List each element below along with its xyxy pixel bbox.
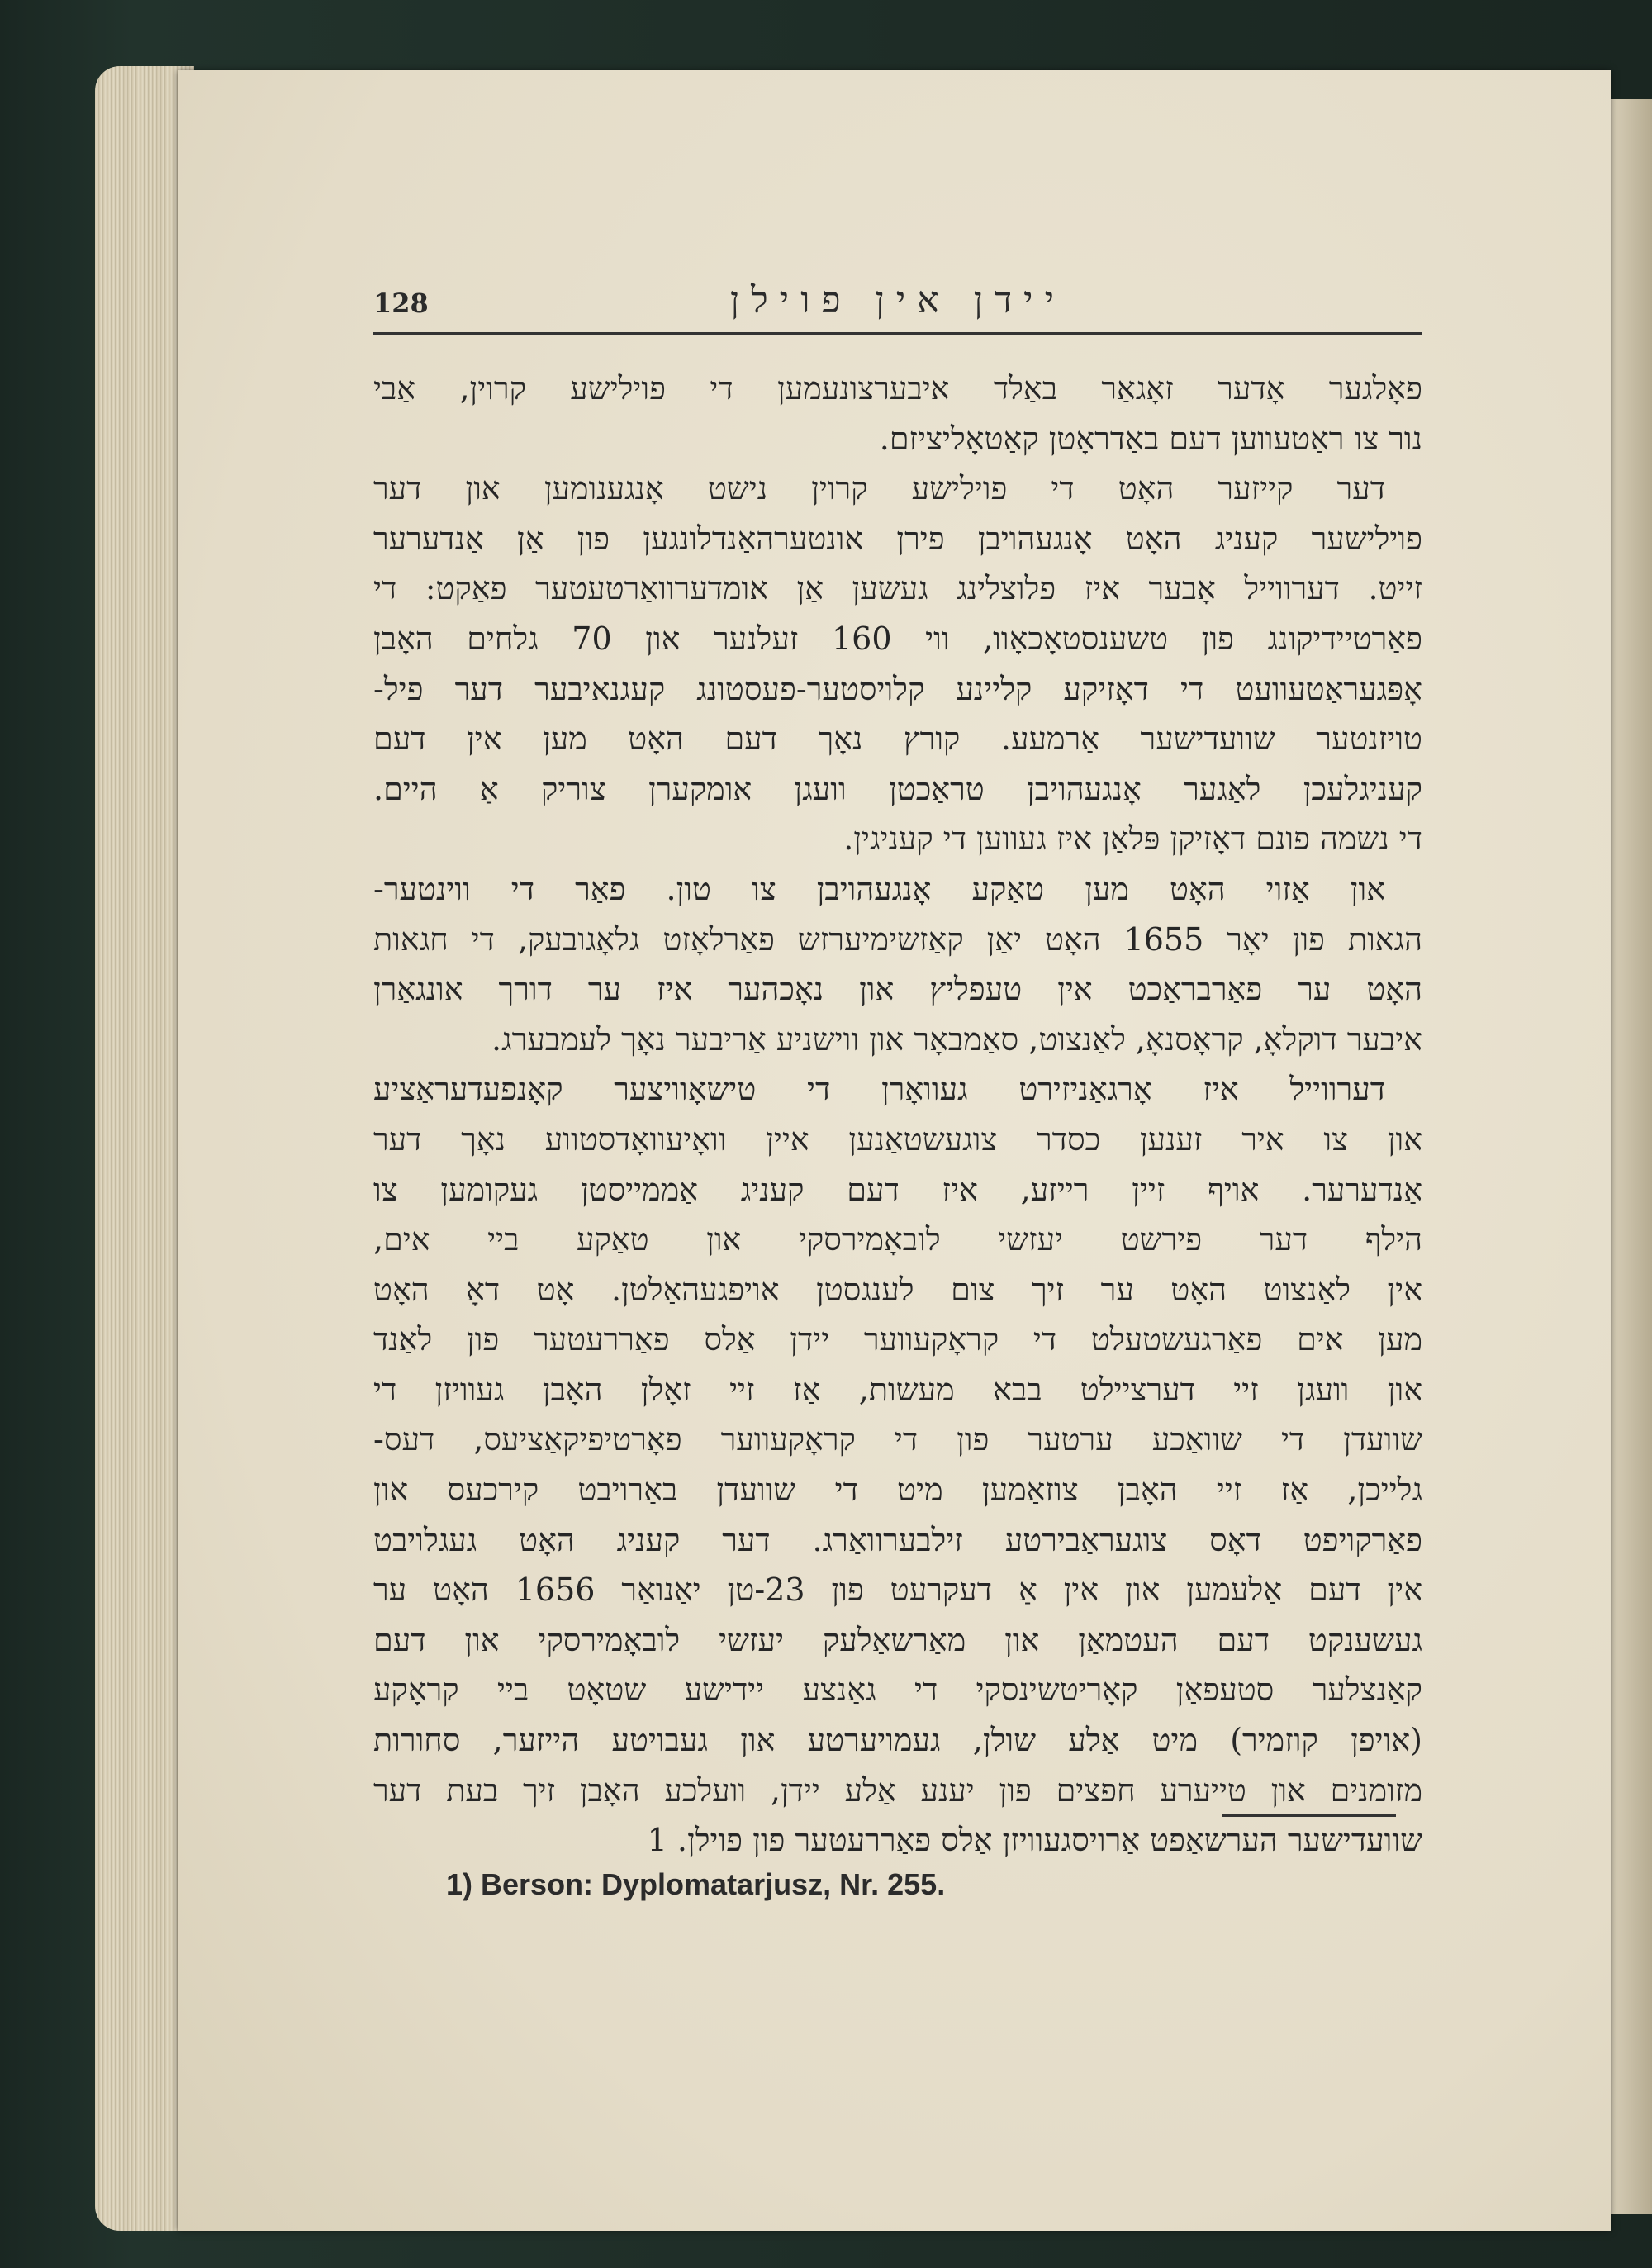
- text-line: און וועגן זיי דערציילט בבא מעשות, אַז זיי זאָלן האָבן געוויזן די: [373, 1371, 1422, 1408]
- text-line: הילף דער פירשט יעזשי לובאָמירסקי און טאַקע ביי אים,: [373, 1221, 1422, 1258]
- text-line: אין לאַנצוט האָט ער זיך צום לענגסטן אויפגעהאַלטן. אָט דאָ האָט: [373, 1271, 1422, 1308]
- text-line: קאַנצלער סטעפאַן קאָריטשינסקי די גאַנצע יידישע שטאָט ביי קראָקע: [373, 1671, 1422, 1709]
- text-line: דער קייזער האָט די פוילישע קרוין נישט אָנגענומען און דער: [373, 470, 1385, 507]
- text-line: און אַזוי האָט מען טאַקע אָנגעהויבן צו טון. פאַר די ווינטער-: [373, 870, 1385, 907]
- text-line: איבער דוקלאָ, קראָסנאָ, לאַנצוט, סאַמבאָר און ווישניע אַריבער נאָך לעמבערג.: [491, 1020, 1422, 1058]
- text-line: זייט. דערווייל אָבער איז פלוצלינג געשען אַן אומדערוואַרטעטער פאַקט: די: [373, 570, 1422, 607]
- page-number: 128: [373, 288, 429, 319]
- page-header: [373, 273, 1422, 330]
- text-line: אָפּגעראַטעוועט די דאָזיקע קליינע קלויסטער-פעסטונג קעגנאיבער דער פיל-: [373, 670, 1422, 707]
- text-line: שוועדישער הערשאַפט אַרויסגעוויזן אַלס פאַררעטער פון פוילן. 1: [647, 1822, 1422, 1859]
- footnote: 1) Berson: Dyplomatarjusz, Nr. 255.: [446, 1867, 946, 1901]
- text-line: טויזנטער שוועדישער אַרמעע. קורץ נאָך דעם האָט מען אין דעם: [373, 720, 1422, 758]
- header-rule: [373, 332, 1422, 335]
- facing-page-edge: [1611, 99, 1652, 2214]
- text-line: מען אים פאַרגעשטעלט די קראָקעווער יידן אַלס פאַררעטער פון לאַנד: [373, 1321, 1422, 1358]
- text-line: אַנדערער. אויף זיין רייזע, איז דעם קעניג אַממייסטן געקומען צו: [373, 1171, 1422, 1208]
- text-line: נור צו ראַטעווען דעם באַדראָטן קאַטאָליציזם.: [879, 420, 1422, 457]
- running-title: יידן אין פוילן: [729, 279, 1066, 321]
- text-line: פאַרטיידיקונג פון טשענסטאָכאָוו, ווי 160 זעלנער און 70 גלחים האָבן: [373, 620, 1422, 657]
- text-line: שוועדן די שוואַכע ערטער פון די קראָקעווער פאָרטיפיקאַציעס, דעס-: [373, 1421, 1422, 1458]
- text-line: פוילישער קעניג האָט אָנגעהויבן פירן אונטערהאַנדלונגען פון אַן אַנדערער: [373, 520, 1422, 557]
- text-line: אין דעם אַלעמען און אין אַ דעקרעט פון 23-טן יאַנואַר 1656 האָט ער: [373, 1571, 1422, 1609]
- text-line: געשענקט דעם העטמאַן און מאַרשאַלעק יעזשי לובאָמירסקי און דעם: [373, 1621, 1422, 1658]
- text-line: גלייכן, אַז זיי האָבן צוזאַמען מיט די שוועדן באַרויבט קירכעס און: [373, 1472, 1422, 1509]
- text-line: קעניגלעכן לאַגער אָנגעהויבן טראַכטן וועגן אומקערן צוריק אַ היים.: [373, 770, 1422, 807]
- body-text: [373, 364, 1422, 1866]
- footnote-rule: [1222, 1814, 1396, 1817]
- text-line: דערווייל איז אָרגאַניזירט געוואָרן די טישאָוויצער קאָנפעדעראַציע: [373, 1071, 1385, 1108]
- text-line: מזומנים און טייערע חפצים פון יענע אַלע יידן, וועלכע האָבן זיך בעת דער: [373, 1771, 1422, 1809]
- text-line: און צו איר זענען כסדר צוגעשטאַנען איין וואָיעוואָדסטווע נאָך דער: [373, 1120, 1422, 1158]
- text-line: פאַרקויפט דאָס צוגעראַבירטע זילבערוואַרג. דער קעניג האָט געגלויבט: [373, 1521, 1422, 1558]
- text-line: הגאות פון יאָר 1655 האָט יאַן קאַזשימיערזש פאַרלאָזט גלאָגובעק, די חגאות: [373, 920, 1422, 958]
- text-line: (אויפן קוזמיר) מיט אַלע שולן, געמויערטע און געבויטע הייזער, סחורות: [373, 1722, 1422, 1759]
- text-line: האָט ער פאַרבראַכט אין טעפליץ און נאָכהער איז ער דורך אונגאַרן: [373, 971, 1422, 1008]
- text-line: פאָלגער אָדער זאָגאַר באַלד איבערצונעמען די פוילישע קרוין, אַבי: [373, 370, 1422, 407]
- text-line: די נשמה פונם דאָזיקן פּלאַן איז געווען די קעניגין.: [843, 820, 1422, 858]
